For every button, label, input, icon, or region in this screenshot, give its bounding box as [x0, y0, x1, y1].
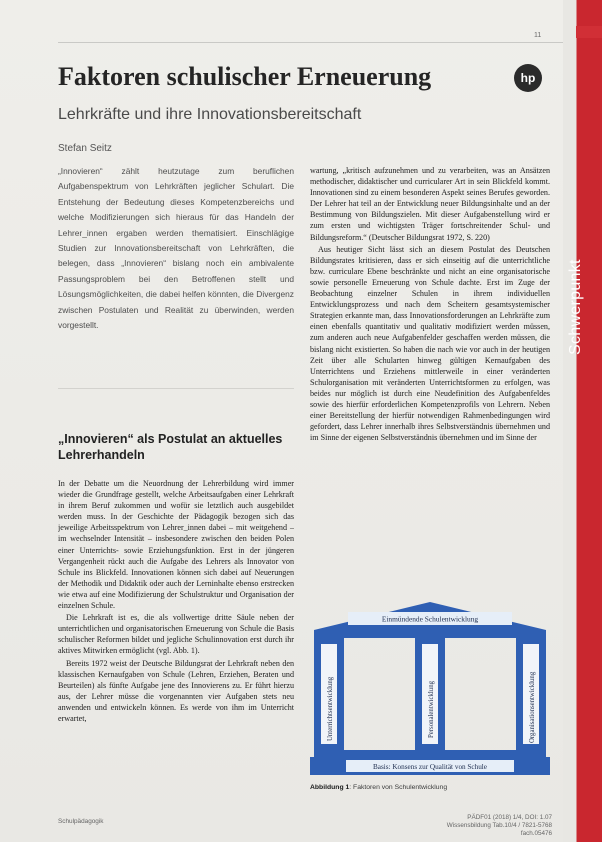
article-subtitle: Lehrkräfte und ihre Innovationsbereitschaft — [58, 106, 362, 123]
body-paragraph: Bereits 1972 weist der Deutsche Bildungsrat der Lehrkraft neben den klassischen Kernaufgaben von Schule (Lehren, Erziehen, Beraten und Beurteilen) als fünfte Aufgabe jene des Innovierens zu. Er führt hierzu aus, der Lehrer müsse die vorgenannten vier Aufgaben stets neu anwenden und entwickeln können. Es werde von ihm im Unterricht erwartet, — [58, 658, 294, 723]
header-rule — [58, 42, 563, 43]
body-paragraph: In der Debatte um die Neuordnung der Lehrerbildung wird immer wieder die Grundfrage gestellt, welche Arbeitsaufgaben einer Lehrkraft in ihrem Beruf zukommen und wofür sie letztlich auch ausgebildet werden muss. In der Geschichte der Pädagogik bezogen sich das jeweilige Arbeitsspektrum von Lehrer_innen dabei – mit weitgehend – im wechselnder Intensität – insbesondere zwischen den beiden Polen einer Unterrichts- sowie Erziehungsfunktion. Erst in der jüngeren Vergangenheit rückt auch die Aufgabe des Lehrers als Innovator von Schule ins Blickfeld. Innovationen können sich dabei auf Neuerungen der Methodik und Didaktik oder auch der Lerninhalte ebenso erstrecken wie etwa auf eine Modifizierung der Schulstruktur und Organisation der einzelnen Schule. — [58, 479, 294, 611]
footer-journal: Schulpädagogik — [58, 818, 104, 825]
section-tab — [563, 0, 602, 842]
body-paragraph: Die Lehrkraft ist es, die als vollwertige dritte Säule neben der unterrichtlichen und organisatorischen Erneuerung von Schule die Basis schulischer Reformen bildet und jegliche Schulinnovation erst durch ihr aktives Mitwirken ermöglicht (vgl. Abb. 1). — [58, 613, 294, 656]
figure-diagram — [310, 598, 550, 781]
figure-school-development — [310, 598, 550, 781]
roof-label: Einmündende Schulentwicklung — [381, 614, 479, 624]
left-column-body — [58, 478, 294, 808]
abstract-divider — [58, 388, 294, 389]
pillar-middle-label: Personalentwicklung — [428, 680, 435, 738]
section-label: Schwerpunkt — [567, 259, 584, 355]
figure-caption — [310, 784, 555, 791]
body-paragraph: Aus heutiger Sicht lässt sich an diesem Postulat des Deutschen Bildungsrates kritisieren, dass er sich einseitig auf die unterrichtliche bzw. curriculare Ebene beschränkte und nicht an eine organisatorische sowie personelle Erneuerung von Schule dachte. Erst im Zuge der Beobachtung einzelner Schulen in ihrem individuellen Entwicklungsprozess und nach dem Scheitern gesamtsystemischer Strategien erkannte man, dass Innovationsforderungen an Lehrkräfte zum einen ebenfalls quantitativ und qualitativ modifiziert werden müssen, zum anderen auch neue Aufgabenfelder geschaffen werden müssen, die bislang nicht existierten. So haben die nach wie vor auch in der heutigen Zeit über alle Schularten hinweg gültigen Kernaufgaben des Unterrichtens und Erziehens mittlerweile in einer veränderten Schulorganisation mit veränderten Unterrichtsformen zu erfolgen, was beides nur möglich ist durch eine Neudefinition des Aufgabenfeldes sowie des hierfür erforderlichen Kompetenzprofils von Lehrern. Neben einer Bereitstellung der hierfür notwendigen Rahmenbedingungen wird gefordert, dass Lehrer innerhalb ihres Selbstverständnis übernehmen und im Sinne der eigenen Selbstverständnis übernehmen und im Sinne der — [310, 244, 550, 443]
pillar-left-label: Unterrichtsentwicklung — [327, 676, 334, 741]
tab-marker — [576, 26, 602, 38]
footer-citation — [432, 814, 552, 838]
right-column-body — [310, 165, 550, 570]
footer-citation-line: PÄDF01 (2018) 1/4, DOI: 1.07 — [467, 814, 552, 821]
base-label: Basis: Konsens zur Qualität von Schule — [373, 763, 487, 771]
article-title: Faktoren schulischer Erneuerung — [58, 62, 432, 91]
figure-caption-label: Abbildung 1 — [310, 784, 350, 791]
page-number: 11 — [534, 32, 542, 39]
author-name: Stefan Seitz — [58, 143, 112, 154]
article-abstract: „Innovieren“ zählt heutzutage zum beruflichen Aufgabenspektrum von Lehrkräften jeglicher Schulart. Die Entstehung der Bedeutung dieses Kompetenzbereichs und welche Modifizierungen sich hieraus für das Handeln der Lehrer_innen ergaben werden thematisiert. Einschlägige Studien zur Innovationsbereitschaft von Lehrkräften, die belegen, dass „Innovieren“ bislang noch ein ambivalente Passungsproblem bei den Betroffenen stellt und Lösungsmöglichkeiten, die dabei helfen könnten, die Divergenz zwischen Postulaten und Realität zu überwinden, werden vorgestellt. — [58, 166, 294, 331]
figure-caption-text: : Faktoren von Schulentwicklung — [349, 784, 448, 791]
body-paragraph: wartung, „kritisch aufzunehmen und zu verarbeiten, was an Ansätzen methodischer, didaktischer und curricularer Art in sein Blickfeld kommt. Innovationen sind zu einem besonderen Aspekt seines Berufes geworden. Der Lehrer hat teil an der Entwicklung neuer Bildungsinhalte und an der Bestimmung von Bildungszielen. Mit dieser Aufgabenstellung wird er zum ersten und wichtigsten Träger fortschreitender Schul- und Bildungsreform.“ (Deutscher Bildungsrat 1972, S. 220) — [310, 166, 550, 242]
base-top — [314, 750, 546, 757]
publisher-logo: hp — [514, 64, 542, 92]
pillar-right-label: Organisationsentwicklung — [529, 671, 536, 743]
architrave — [314, 630, 546, 638]
section-heading: „Innovieren“ als Postulat an aktuelles Lehrerhandeln — [58, 432, 283, 462]
footer-citation-line: Wissensbildung Tab.10/4 / 7821-5768 fach.05476 — [446, 822, 552, 837]
